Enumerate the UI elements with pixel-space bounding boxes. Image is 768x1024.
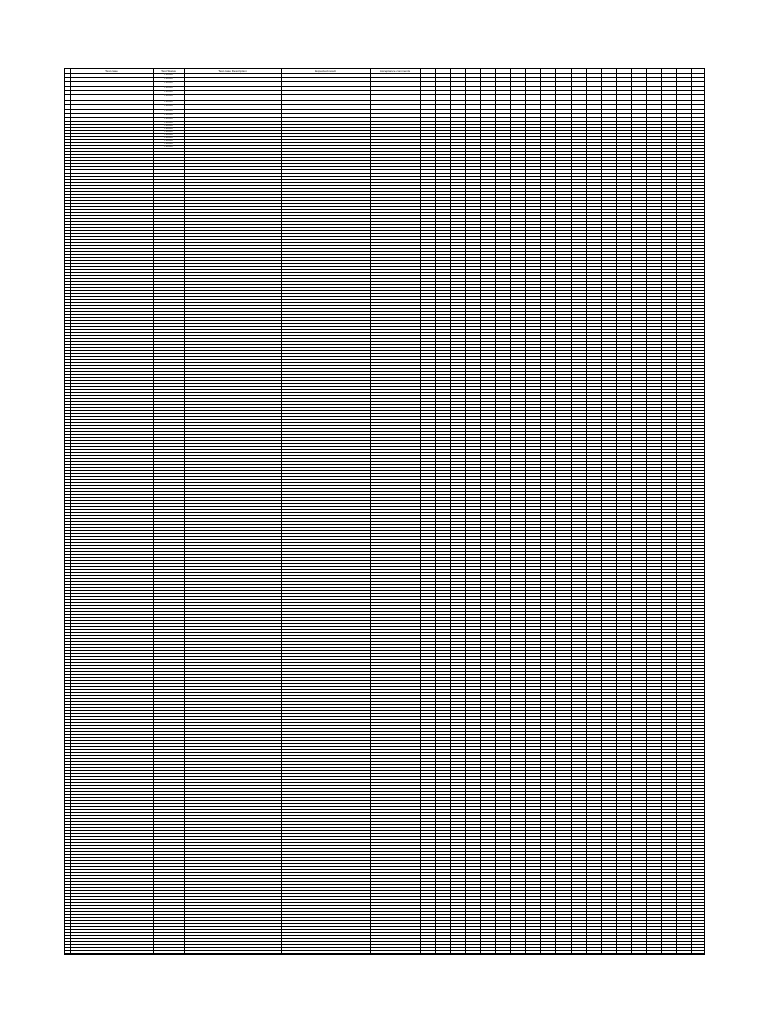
row-divider [65, 569, 704, 570]
row-divider [65, 842, 704, 843]
test-status-cell: Passed [164, 136, 173, 139]
test-status-cell: Passed [164, 139, 173, 142]
row-divider [65, 224, 704, 225]
row-divider [65, 560, 704, 561]
row-divider [65, 593, 704, 594]
row-divider [65, 287, 704, 288]
row-divider [65, 782, 704, 783]
row-divider [65, 428, 704, 429]
row-divider [65, 488, 704, 489]
row-divider [65, 398, 704, 399]
row-divider [65, 590, 704, 591]
row-divider [65, 368, 704, 369]
column-header: Test case [105, 69, 118, 73]
row-divider [65, 800, 704, 801]
row-divider [65, 443, 704, 444]
row-divider [65, 446, 704, 447]
row-divider [65, 278, 704, 279]
row-divider [65, 515, 704, 516]
row-divider [65, 239, 704, 240]
row-divider [65, 494, 704, 495]
row-divider [65, 188, 704, 189]
row-divider [65, 836, 704, 837]
row-divider [65, 797, 704, 798]
row-divider [65, 704, 704, 705]
row-divider [65, 353, 704, 354]
row-divider [65, 710, 704, 711]
row-divider [65, 929, 704, 930]
row-divider [65, 173, 704, 174]
row-divider [65, 845, 704, 846]
row-divider [65, 254, 704, 255]
row-divider [65, 944, 704, 945]
row-divider [65, 776, 704, 777]
row-divider [65, 662, 704, 663]
row-divider [65, 185, 704, 186]
row-divider [65, 695, 704, 696]
row-divider [65, 530, 704, 531]
row-divider [65, 455, 704, 456]
row-divider [65, 548, 704, 549]
row-divider [65, 623, 704, 624]
row-divider [65, 809, 704, 810]
row-divider [65, 497, 704, 498]
row-divider [65, 521, 704, 522]
row-divider [65, 632, 704, 633]
row-divider [65, 233, 704, 234]
row-divider [65, 539, 704, 540]
row-divider [65, 749, 704, 750]
row-divider [65, 827, 704, 828]
row-divider [65, 656, 704, 657]
row-divider [65, 653, 704, 654]
test-status-cell: Passed [164, 121, 173, 124]
row-divider [65, 395, 704, 396]
row-divider [65, 635, 704, 636]
row-divider [65, 305, 704, 306]
row-divider [65, 148, 704, 149]
row-divider [65, 872, 704, 873]
row-divider [65, 722, 704, 723]
row-divider [65, 218, 704, 219]
column-header: Expected result [315, 69, 336, 73]
row-divider [65, 785, 704, 786]
row-divider [65, 773, 704, 774]
row-divider [65, 338, 704, 339]
row-divider [65, 407, 704, 408]
test-status-cell: Passed [164, 73, 173, 76]
row-divider [65, 680, 704, 681]
row-divider [65, 169, 704, 170]
row-divider [65, 194, 704, 195]
test-status-cell: Passed [164, 117, 173, 120]
row-divider [65, 839, 704, 840]
row-divider [65, 365, 704, 366]
row-divider [65, 500, 704, 501]
row-divider [65, 542, 704, 543]
test-status-cell: Passed [164, 133, 173, 136]
row-divider [65, 911, 704, 912]
row-divider [65, 905, 704, 906]
row-divider [65, 422, 704, 423]
row-divider [65, 698, 704, 699]
row-divider [65, 743, 704, 744]
row-divider [65, 587, 704, 588]
row-divider [65, 671, 704, 672]
row-divider [65, 452, 704, 453]
row-divider [65, 347, 704, 348]
row-divider [65, 833, 704, 834]
row-divider [65, 479, 704, 480]
row-divider [65, 740, 704, 741]
row-divider [65, 425, 704, 426]
row-divider [65, 401, 704, 402]
row-divider [65, 599, 704, 600]
row-divider [65, 476, 704, 477]
row-divider [65, 725, 704, 726]
row-divider [65, 851, 704, 852]
row-divider [65, 812, 704, 813]
row-divider [65, 893, 704, 894]
row-divider [65, 227, 704, 228]
row-divider [65, 950, 704, 951]
row-divider [65, 728, 704, 729]
row-divider [65, 932, 704, 933]
row-divider [65, 938, 704, 939]
row-divider [65, 638, 704, 639]
column-header: Test Status [161, 69, 176, 73]
row-divider [65, 335, 704, 336]
row-divider [65, 581, 704, 582]
row-divider [65, 767, 704, 768]
test-status-cell: Passed [164, 124, 173, 127]
row-divider [65, 326, 704, 327]
row-divider [65, 719, 704, 720]
row-divider [65, 650, 704, 651]
row-divider [65, 416, 704, 417]
row-divider [65, 953, 704, 954]
row-divider [65, 923, 704, 924]
row-divider [65, 791, 704, 792]
row-divider [65, 788, 704, 789]
row-divider [65, 908, 704, 909]
row-divider [65, 160, 704, 161]
row-divider [65, 761, 704, 762]
row-divider [65, 272, 704, 273]
row-divider [65, 308, 704, 309]
row-divider [65, 374, 704, 375]
column-header: Acceptance comments [379, 69, 411, 73]
row-divider [65, 242, 704, 243]
row-divider [65, 371, 704, 372]
column-header: Test case Description [218, 69, 247, 73]
row-divider [65, 440, 704, 441]
row-divider [65, 566, 704, 567]
row-divider [65, 884, 704, 885]
row-divider [65, 215, 704, 216]
row-divider [65, 200, 704, 201]
test-status-cell: Passed [164, 77, 173, 80]
row-divider [65, 491, 704, 492]
row-divider [65, 518, 704, 519]
row-divider [65, 584, 704, 585]
row-divider [65, 764, 704, 765]
row-divider [65, 875, 704, 876]
row-divider [65, 824, 704, 825]
row-divider [65, 329, 704, 330]
row-divider [65, 473, 704, 474]
row-divider [65, 755, 704, 756]
row-divider [65, 626, 704, 627]
row-divider [65, 629, 704, 630]
row-divider [65, 533, 704, 534]
row-divider [65, 344, 704, 345]
row-divider [65, 617, 704, 618]
row-divider [65, 281, 704, 282]
row-divider [65, 209, 704, 210]
row-divider [65, 260, 704, 261]
row-divider [65, 299, 704, 300]
row-divider [65, 878, 704, 879]
row-divider [65, 572, 704, 573]
row-divider [65, 257, 704, 258]
row-divider [65, 734, 704, 735]
row-divider [65, 605, 704, 606]
row-divider [65, 350, 704, 351]
row-divider [65, 467, 704, 468]
row-divider [65, 914, 704, 915]
row-divider [65, 323, 704, 324]
row-divider [65, 902, 704, 903]
row-divider [65, 818, 704, 819]
test-status-cell: Passed [164, 142, 173, 145]
row-divider [65, 236, 704, 237]
row-divider [65, 206, 704, 207]
row-divider [65, 203, 704, 204]
row-divider [65, 359, 704, 360]
test-status-cell: Passed [164, 127, 173, 130]
row-divider [65, 191, 704, 192]
row-divider [65, 536, 704, 537]
row-divider [65, 686, 704, 687]
row-divider [65, 212, 704, 213]
row-divider [65, 179, 704, 180]
row-divider [65, 383, 704, 384]
test-status-cell: Passed [164, 94, 173, 97]
row-divider [65, 611, 704, 612]
row-divider [65, 290, 704, 291]
row-divider [65, 154, 704, 155]
row-divider [65, 524, 704, 525]
test-status-cell: Passed [164, 100, 173, 103]
row-divider [65, 275, 704, 276]
row-divider [65, 641, 704, 642]
row-divider [65, 578, 704, 579]
row-divider [65, 770, 704, 771]
row-divider [65, 779, 704, 780]
row-divider [65, 293, 704, 294]
row-divider [65, 485, 704, 486]
row-divider [65, 758, 704, 759]
row-divider [65, 647, 704, 648]
row-divider [65, 881, 704, 882]
test-status-cell: Passed [164, 113, 173, 116]
row-divider [65, 899, 704, 900]
row-divider [65, 821, 704, 822]
row-divider [65, 707, 704, 708]
row-divider [65, 380, 704, 381]
row-divider [65, 887, 704, 888]
row-divider [65, 320, 704, 321]
row-divider [65, 332, 704, 333]
row-divider [65, 419, 704, 420]
row-divider [65, 692, 704, 693]
row-divider [65, 830, 704, 831]
row-divider [65, 866, 704, 867]
row-divider [65, 197, 704, 198]
spreadsheet-grid [64, 68, 705, 955]
row-divider [65, 362, 704, 363]
row-divider [65, 296, 704, 297]
row-divider [65, 551, 704, 552]
row-divider [65, 392, 704, 393]
row-divider [65, 503, 704, 504]
row-divider [65, 464, 704, 465]
row-divider [65, 482, 704, 483]
row-divider [65, 575, 704, 576]
row-divider [65, 860, 704, 861]
row-divider [65, 794, 704, 795]
test-status-cell: Passed [164, 130, 173, 133]
row-divider [65, 608, 704, 609]
row-divider [65, 941, 704, 942]
row-divider [65, 545, 704, 546]
row-divider [65, 245, 704, 246]
row-divider [65, 659, 704, 660]
row-divider [65, 716, 704, 717]
row-divider [65, 311, 704, 312]
row-divider [65, 410, 704, 411]
row-divider [65, 449, 704, 450]
row-divider [65, 248, 704, 249]
row-divider [65, 182, 704, 183]
row-divider [65, 404, 704, 405]
test-status-cell: Passed [164, 86, 173, 89]
row-divider [65, 509, 704, 510]
row-divider [65, 746, 704, 747]
row-divider [65, 163, 704, 164]
row-divider [65, 614, 704, 615]
row-divider [65, 674, 704, 675]
row-divider [65, 263, 704, 264]
row-divider [65, 848, 704, 849]
row-divider [65, 815, 704, 816]
test-status-cell: Passed [164, 104, 173, 107]
row-divider [65, 434, 704, 435]
row-divider [65, 314, 704, 315]
row-divider [65, 713, 704, 714]
row-divider [65, 512, 704, 513]
row-divider [65, 506, 704, 507]
row-divider [65, 356, 704, 357]
row-divider [65, 737, 704, 738]
test-status-cell: Passed [164, 90, 173, 93]
row-divider [65, 854, 704, 855]
row-divider [65, 701, 704, 702]
row-divider [65, 947, 704, 948]
row-divider [65, 644, 704, 645]
row-divider [65, 386, 704, 387]
row-divider [65, 668, 704, 669]
row-divider [65, 935, 704, 936]
row-divider [65, 731, 704, 732]
row-divider [65, 269, 704, 270]
row-divider [65, 389, 704, 390]
row-divider [65, 341, 704, 342]
test-status-cell: Passed [164, 145, 173, 148]
row-divider [65, 470, 704, 471]
row-divider [65, 563, 704, 564]
row-divider [65, 620, 704, 621]
row-divider [65, 665, 704, 666]
row-divider [65, 221, 704, 222]
row-divider [65, 683, 704, 684]
row-divider [65, 166, 704, 167]
row-divider [65, 317, 704, 318]
row-divider [65, 151, 704, 152]
row-divider [65, 689, 704, 690]
row-divider [65, 602, 704, 603]
row-divider [65, 266, 704, 267]
row-divider [65, 302, 704, 303]
row-divider [65, 557, 704, 558]
row-divider [65, 869, 704, 870]
row-divider [65, 554, 704, 555]
row-divider [65, 230, 704, 231]
row-divider [65, 920, 704, 921]
row-divider [65, 803, 704, 804]
row-divider [65, 176, 704, 177]
row-divider [65, 926, 704, 927]
row-divider [65, 431, 704, 432]
row-divider [65, 806, 704, 807]
row-divider [65, 458, 704, 459]
row-divider [65, 413, 704, 414]
row-divider [65, 863, 704, 864]
test-status-cell: Passed [164, 81, 173, 84]
row-divider [65, 917, 704, 918]
row-divider [65, 284, 704, 285]
row-divider [65, 857, 704, 858]
row-divider [65, 157, 704, 158]
row-divider [65, 527, 704, 528]
row-divider [65, 377, 704, 378]
row-divider [65, 890, 704, 891]
row-divider [65, 596, 704, 597]
row-divider [65, 461, 704, 462]
row-divider [65, 437, 704, 438]
test-status-cell: Passed [164, 109, 173, 112]
row-divider [65, 896, 704, 897]
row-divider [65, 251, 704, 252]
row-divider [65, 677, 704, 678]
row-divider [65, 752, 704, 753]
